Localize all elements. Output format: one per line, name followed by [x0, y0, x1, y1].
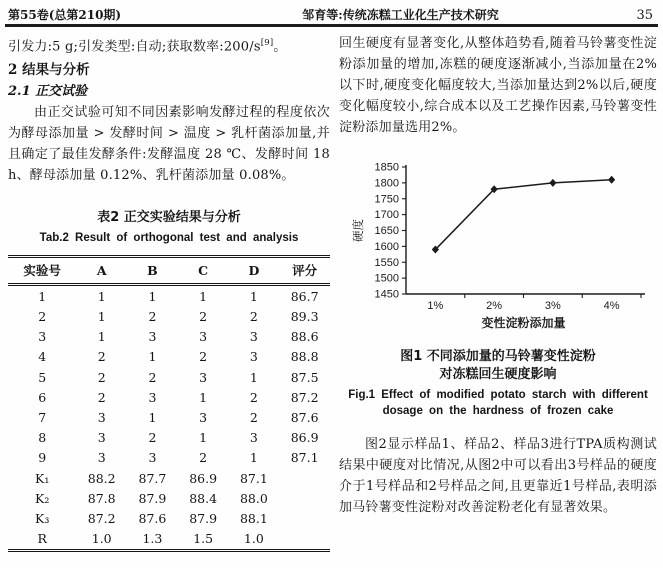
table-cell: 3	[97, 450, 106, 466]
table-cell: 2	[249, 410, 258, 426]
svg-text:4%: 4%	[603, 300, 620, 312]
table-cell: 3	[97, 410, 106, 426]
table-cell: 2	[38, 309, 47, 325]
results-table-body	[8, 285, 330, 550]
table-cell	[279, 488, 330, 508]
table-cell: K₂	[34, 490, 50, 506]
subsection-heading: 2.1 正交试验	[8, 84, 88, 100]
svg-text:1550: 1550	[374, 256, 399, 269]
svg-text:2%: 2%	[486, 300, 503, 312]
intro-text	[8, 33, 330, 57]
table-cell: 2	[97, 369, 106, 385]
table-row	[8, 428, 330, 448]
table-header-row	[8, 257, 330, 285]
svg-text:1600: 1600	[374, 240, 399, 253]
table-cell: 1	[97, 329, 106, 345]
table-cell: 3	[148, 389, 157, 405]
table-cell: 2	[249, 389, 258, 405]
svg-text:1700: 1700	[374, 209, 399, 222]
table-cell: 1	[97, 309, 106, 325]
table-cell: 88.2	[87, 470, 116, 486]
table-cell: 9	[38, 450, 47, 466]
table-cell: K₃	[34, 510, 50, 526]
table-cell: 1	[199, 288, 208, 304]
results-table-head	[8, 257, 330, 285]
page-header	[8, 6, 653, 23]
table-header-cell: C	[178, 257, 229, 285]
table-cell: 3	[249, 329, 258, 345]
table-cell: 1	[148, 288, 157, 304]
results-table	[8, 255, 330, 551]
table-cell: 87.2	[87, 510, 116, 526]
table-cell	[279, 508, 330, 528]
table-cell: 88.8	[290, 349, 319, 365]
table-cell: 1	[199, 389, 208, 405]
table-header-cell: D	[229, 257, 280, 285]
table-cell: 2	[97, 349, 106, 365]
table-cell: 89.3	[290, 309, 319, 325]
table-cell: 2	[199, 309, 208, 325]
table-header-cell: 评分	[279, 257, 330, 285]
table-caption-zh: 表2 正交实验结果与分析	[97, 210, 241, 226]
table-cell: R	[37, 531, 47, 547]
table-row	[8, 387, 330, 407]
figure-caption-zh-line2: 对冻糕回生硬度影响	[439, 367, 557, 382]
table-cell: 2	[97, 389, 106, 405]
orthogonal-paragraph: 由正交试验可知不同因素影响发酵过程的程度依次为酵母添加量 > 发酵时间 > 温度 > 乳杆菌添加量,并且确定了最佳发酵条件:发酵温度 28 ℃、发酵时间 18 h、酵母添加量 0.12%、乳杆菌添加量 0.08%。	[8, 105, 330, 184]
table-cell: 3	[249, 430, 258, 446]
table-cell: 87.7	[138, 470, 167, 486]
page-number: 35	[636, 8, 653, 23]
journal-info: 第55卷(总第210期)	[8, 8, 122, 22]
table-row	[8, 468, 330, 488]
table-row	[8, 508, 330, 528]
table-cell: 1	[249, 450, 258, 466]
table-row	[8, 327, 330, 347]
figure1-chart-container	[349, 160, 657, 336]
table-cell: 86.9	[189, 470, 218, 486]
table-cell: 6	[38, 389, 47, 405]
section-heading: 2 结果与分析	[8, 62, 90, 79]
table-cell: 3	[249, 349, 258, 365]
intro-text-body: 引发力:5 g;引发类型:自动;获取数率:200/s	[8, 39, 261, 55]
table-cell: 87.1	[239, 470, 268, 486]
table-cell: 3	[199, 410, 208, 426]
table-cell: 3	[199, 369, 208, 385]
table-cell: 2	[199, 349, 208, 365]
figure-caption-en-line2: dosage on the hardness of frozen cake	[382, 405, 614, 417]
table-cell: 1	[148, 410, 157, 426]
tpa-paragraph: 图2显示样品1、样品2、样品3进行TPA质构测试结果中硬度对比情况,从图2中可以看出3号样品的硬度介于1号样品和2号样品之间,且更靠近1号样品,表明添加马铃薯变性淀粉对改善淀粉老化有显著效果。	[339, 437, 657, 515]
table-cell: 2	[148, 430, 157, 446]
svg-text:1800: 1800	[374, 177, 399, 190]
svg-text:3%: 3%	[544, 300, 561, 312]
table-cell: 88.0	[239, 490, 268, 506]
table-cell: 8	[38, 430, 47, 446]
table-row	[8, 347, 330, 367]
table-cell: 2	[148, 369, 157, 385]
table-cell: K₁	[34, 470, 50, 486]
table-cell: 7	[38, 410, 47, 426]
table-row	[8, 367, 330, 387]
table-cell: 1	[38, 288, 47, 304]
svg-text:1750: 1750	[374, 193, 399, 206]
table-caption-en: Tab.2 Result of orthogonal test and analysis	[39, 232, 299, 245]
table-cell: 3	[97, 430, 106, 446]
table-cell: 87.6	[138, 510, 167, 526]
table-cell: 87.5	[290, 369, 319, 385]
table-cell: 87.8	[87, 490, 116, 506]
table-cell: 3	[148, 450, 157, 466]
header-divider	[5, 24, 658, 27]
table-cell: 3	[148, 329, 157, 345]
figure-caption-block	[339, 348, 657, 419]
svg-text:1%: 1%	[427, 300, 444, 312]
table-cell: 87.9	[138, 490, 167, 506]
table-row	[8, 285, 330, 307]
hardness-paragraph: 回生硬度有显著变化,从整体趋势看,随着马铃薯变性淀粉添加量的增加,冻糕的硬度逐渐减小,当添加量在2%以下时,硬度变化幅度较大,当添加量达到2%以后,硬度变化幅度较小,综合成本以及工艺操作因素,马铃薯变性淀粉添加量选用2%。	[339, 36, 657, 135]
svg-text:1850: 1850	[374, 161, 399, 174]
table-header-cell: B	[127, 257, 178, 285]
table-cell: 1.0	[243, 531, 264, 547]
table-cell: 5	[38, 369, 47, 385]
table-cell: 1	[148, 349, 157, 365]
running-title: 邹育等:传统冻糕工业化生产技术研究	[302, 8, 499, 22]
table-header-cell: 实验号	[8, 257, 76, 285]
table-row	[8, 488, 330, 508]
table-row	[8, 407, 330, 427]
table-cell: 88.1	[239, 510, 268, 526]
table-cell	[279, 529, 330, 551]
table-cell: 2	[199, 450, 208, 466]
table-cell: 87.2	[290, 389, 319, 405]
figure1-line-chart	[349, 160, 651, 332]
table-cell: 4	[38, 349, 47, 365]
svg-text:变性淀粉添加量: 变性淀粉添加量	[481, 316, 566, 330]
table-cell	[279, 468, 330, 488]
table-cell: 87.6	[290, 410, 319, 426]
svg-text:1650: 1650	[374, 225, 399, 237]
table-caption-block	[8, 209, 330, 246]
svg-text:1450: 1450	[374, 288, 399, 301]
figure-caption-en-line1: Fig.1 Effect of modified potato starch with different	[348, 389, 648, 401]
table-cell: 86.7	[290, 288, 319, 304]
table-row	[8, 307, 330, 327]
table-cell: 1	[97, 288, 106, 304]
right-column	[339, 33, 657, 518]
svg-text:硬度: 硬度	[353, 219, 365, 242]
left-column	[8, 33, 330, 552]
table-cell: 88.6	[290, 329, 319, 345]
table-cell: 1.5	[193, 531, 214, 547]
table-cell: 1	[249, 369, 258, 385]
table-cell: 3	[199, 329, 208, 345]
table-cell: 1	[199, 430, 208, 446]
table-row	[8, 448, 330, 468]
table-cell: 2	[148, 309, 157, 325]
table-cell: 3	[38, 329, 47, 345]
figure-caption-zh-line1: 图1 不同添加量的马铃薯变性淀粉	[400, 349, 596, 364]
svg-text:1500: 1500	[374, 272, 399, 285]
table-cell: 1	[249, 288, 258, 304]
table-cell: 87.9	[189, 510, 218, 526]
table-cell: 88.4	[189, 490, 218, 506]
table-cell: 87.1	[290, 450, 319, 466]
table-cell: 2	[249, 309, 258, 325]
table-cell: 86.9	[290, 430, 319, 446]
table-row	[8, 529, 330, 551]
intro-text-tail: 。	[273, 39, 287, 55]
table-cell: 1.0	[91, 531, 112, 547]
table-cell: 1.3	[142, 531, 163, 547]
reference-superscript: [9]	[260, 38, 274, 48]
table-header-cell: A	[76, 257, 127, 285]
